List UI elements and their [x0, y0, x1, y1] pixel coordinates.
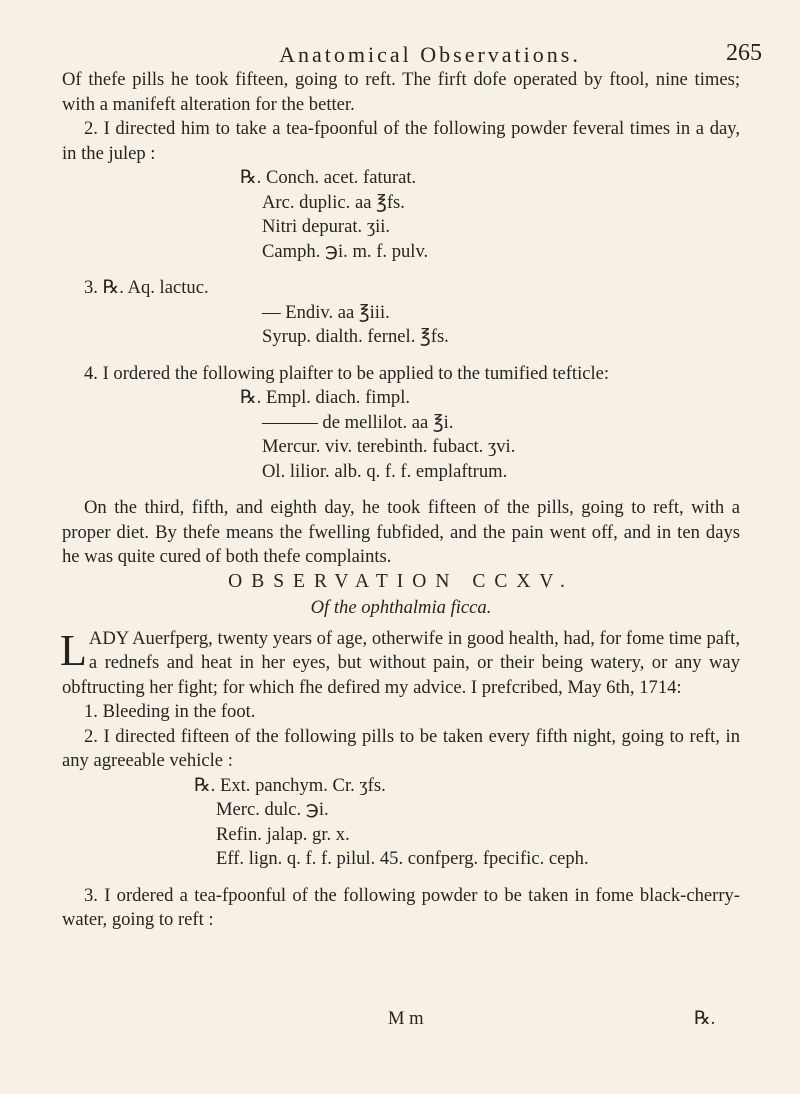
observation-item-3: 3. I ordered a tea-fpoonful of the following powder to be taken in fome black-cherry-water, going to reft :: [62, 884, 740, 930]
rx-line: ℞. Conch. acet. faturat.: [240, 167, 417, 188]
page-number: 265: [726, 40, 762, 66]
rx-line: Syrup. dialth. fernel. ℥fs.: [262, 326, 449, 347]
rx-line: Camph. ℈i. m. f. pulv.: [262, 240, 429, 262]
top-paragraph: Of thefe pills he took fifteen, going to reft. The firft dofe operated by ftool, nine times; with a manifeft alteration for the better.: [62, 69, 740, 115]
catchword: ℞.: [694, 1008, 716, 1029]
rx-line: ——— de mellilot. aa ℥i.: [262, 411, 454, 433]
rx-line: Mercur. viv. terebinth. fubact. ʒvi.: [262, 436, 516, 457]
rx-line: Arc. duplic. aa ℥fs.: [262, 191, 405, 213]
observation-subtitle: Of the ophthalmia ficca.: [310, 597, 492, 618]
rx-line: ℞. Ext. panchym. Cr. ʒfs.: [194, 774, 386, 796]
drop-cap: L: [60, 625, 87, 675]
observation-intro: [62, 627, 740, 701]
running-title: Anatomical Observations.: [279, 42, 581, 67]
observation-item-1: 1. Bleeding in the foot.: [84, 701, 256, 722]
observation-item-2: 2. I directed fifteen of the following pills to be taken every fifth night, going to reft, in any agreeable vehicle :: [62, 725, 740, 771]
observation-intro-text: ADY Auerfperg, twenty years of age, otherwife in good health, had, for fome time paft, a rednefs and heat in her eyes, but without pain, or their being watery, or any way obftructing her fight; for which fhe defired my advice. I prefcribed, May 6th, 1714:: [62, 627, 740, 698]
prescription-item-4: [62, 386, 740, 484]
item-4-text: 4. I ordered the following plaifter to be applied to the tumified tefticle:: [84, 362, 610, 384]
item-2-text: 2. I directed him to take a tea-fpoonful of the following powder feveral times in a day, in the julep :: [62, 118, 740, 164]
rx-line: Merc. dulc. ℈i.: [216, 799, 329, 820]
prescription-item-2: [62, 166, 740, 264]
rx-line: Nitri depurat. ʒii.: [262, 216, 391, 237]
rx-line: Eff. lign. q. f. f. pilul. 45. confperg. fpecific. ceph.: [216, 848, 589, 869]
observation-title: OBSERVATION CCXV.: [228, 570, 574, 592]
rx-line: 3. ℞. Aq. lactuc.: [84, 277, 209, 298]
rx-line: Ol. lilior. alb. q. f. f. emplaftrum.: [262, 460, 508, 482]
observation-prescription: [62, 774, 740, 872]
prescription-item-3: [62, 276, 740, 350]
signature-mark: M m: [388, 1008, 424, 1029]
closing-paragraph: On the third, fifth, and eighth day, he took fifteen of the pills, going to reft, with a proper diet. By thefe means the fwelling fubfided, and the pain went off, and in ten days he was quite cured of both thefe complaints.: [62, 497, 740, 567]
body-text: [62, 68, 740, 933]
rx-line: ℞. Empl. diach. fimpl.: [240, 387, 411, 408]
rx-line: Refin. jalap. gr. x.: [216, 823, 350, 845]
rx-line: — Endiv. aa ℥iii.: [262, 301, 390, 323]
